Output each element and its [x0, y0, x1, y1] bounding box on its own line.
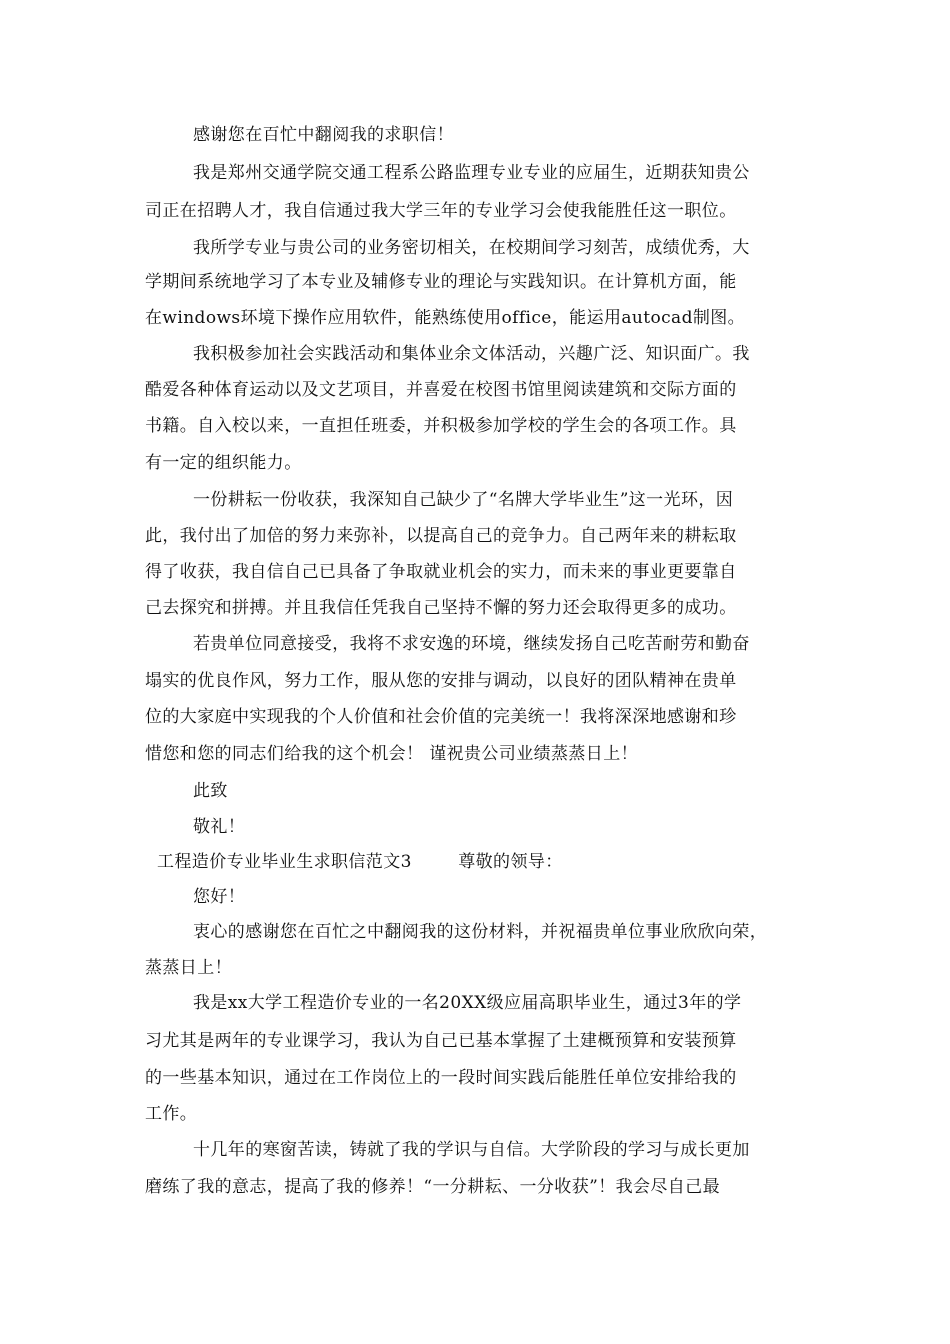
- text-line: 在windows环境下操作应用软件，能熟练使用office，能运用autocad制图。: [145, 308, 746, 328]
- text-line: 若贵单位同意接受，我将不求安逸的环境，继续发扬自己吃苦耐劳和勤奋: [193, 634, 750, 654]
- text-line: 我积极参加社会实践活动和集体业余文体活动，兴趣广泛、知识面广。我: [193, 344, 750, 364]
- greeting: 您好！: [193, 887, 246, 907]
- text-line: 蒸蒸日上！: [145, 958, 232, 978]
- text-line: 我是xx大学工程造价专业的一名20XX级应届高职毕业生，通过3年的学: [193, 993, 742, 1013]
- section-heading: 工程造价专业毕业生求职信范文3 尊敬的领导：: [157, 852, 563, 872]
- text-line: 磨练了我的意志，提高了我的修养！“一分耕耘、一分收获”！我会尽自己最: [145, 1177, 720, 1197]
- text-line: 感谢您在百忙中翻阅我的求职信！: [193, 125, 454, 145]
- closing-salutation: 此致: [193, 781, 228, 801]
- text-line: 有一定的组织能力。: [145, 453, 302, 473]
- text-line: 习尤其是两年的专业课学习，我认为自己已基本掌握了土建概预算和安装预算: [145, 1031, 737, 1051]
- text-line: 工作。: [145, 1104, 198, 1124]
- text-line: 己去探究和拼搏。并且我信任凭我自己坚持不懈的努力还会取得更多的成功。: [145, 598, 737, 618]
- text-line: 一份耕耘一份收获，我深知自己缺少了“名牌大学毕业生”这一光环，因: [193, 490, 734, 510]
- text-line: 书籍。自入校以来，一直担任班委，并积极参加学校的学生会的各项工作。具: [145, 416, 737, 436]
- text-line: 得了收获，我自信自己已具备了争取就业机会的实力，而未来的事业更要靠自: [145, 562, 737, 582]
- text-line: 惜您和您的同志们给我的这个机会！ 谨祝贵公司业绩蒸蒸日上！: [145, 744, 639, 764]
- closing-regards: 敬礼！: [193, 817, 246, 837]
- text-line: 位的大家庭中实现我的个人价值和社会价值的完美统一！我将深深地感谢和珍: [145, 707, 737, 727]
- text-line: 此，我付出了加倍的努力来弥补，以提高自己的竞争力。自己两年来的耕耘取: [145, 526, 737, 546]
- text-line: 学期间系统地学习了本专业及辅修专业的理论与实践知识。在计算机方面，能: [145, 272, 737, 292]
- text-line: 我是郑州交通学院交通工程系公路监理专业专业的应届生，近期获知贵公: [193, 163, 750, 183]
- text-line: 衷心的感谢您在百忙之中翻阅我的这份材料，并祝福贵单位事业欣欣向荣，: [193, 922, 768, 942]
- text-line: 塌实的优良作风，努力工作，服从您的安排与调动，以良好的团队精神在贵单: [145, 671, 737, 691]
- text-line: 司正在招聘人才，我自信通过我大学三年的专业学习会使我能胜任这一职位。: [145, 201, 737, 221]
- text-line: 的一些基本知识，通过在工作岗位上的一段时间实践后能胜任单位安排给我的: [145, 1068, 737, 1088]
- text-line: 十几年的寒窗苦读，铸就了我的学识与自信。大学阶段的学习与成长更加: [193, 1140, 750, 1160]
- text-line: 酷爱各种体育运动以及文艺项目，并喜爱在校图书馆里阅读建筑和交际方面的: [145, 380, 737, 400]
- text-line: 我所学专业与贵公司的业务密切相关，在校期间学习刻苦，成绩优秀，大: [193, 238, 750, 258]
